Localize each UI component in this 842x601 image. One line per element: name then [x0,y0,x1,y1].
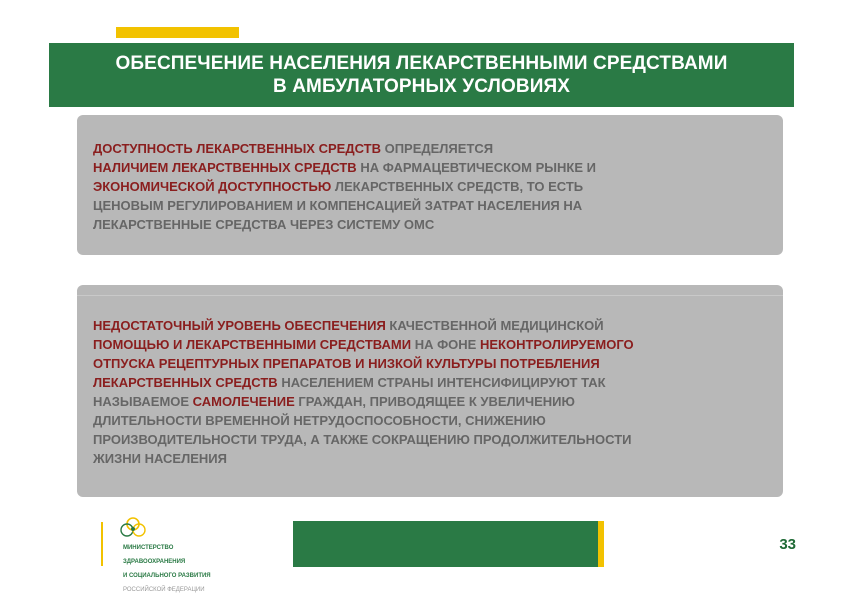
plain-phrase: ГРАЖДАН, ПРИВОДЯЩЕЕ К УВЕЛИЧЕНИЮ [294,394,575,409]
plain-phrase: КАЧЕСТВЕННОЙ МЕДИЦИНСКОЙ [385,318,604,333]
plain-phrase: ДЛИТЕЛЬНОСТИ ВРЕМЕННОЙ НЕТРУДОСПОСОБНОСТИ, СНИЖЕНИЮ [93,413,546,428]
text-line [93,177,773,196]
plain-phrase: ЛЕКАРСТВЕННЫХ СРЕДСТВ, ТО ЕСТЬ [331,179,584,194]
emphasized-phrase: ЭКОНОМИЧЕСКОЙ ДОСТУПНОСТЬЮ [93,179,332,194]
emphasized-phrase: НЕКОНТРОЛИРУЕМОГО [479,337,634,352]
logo-line-4: РОССИЙСКОЙ ФЕДЕРАЦИИ [123,587,205,593]
emphasized-phrase: ОТПУСКА РЕЦЕПТУРНЫХ ПРЕПАРАТОВ И НИЗКОЙ КУЛЬТУРЫ ПОТРЕБЛЕНИЯ [93,356,600,371]
insufficiency-panel [77,285,783,497]
logo-line-3: И СОЦИАЛЬНОГО РАЗВИТИЯ [123,573,211,579]
emphasized-phrase: ПОМОЩЬЮ И ЛЕКАРСТВЕННЫМИ СРЕДСТВАМИ [93,337,412,352]
ministry-emblem-icon [118,517,148,539]
plain-phrase: ОПРЕДЕЛЯЕТСЯ [380,141,494,156]
ministry-logo-text [123,538,263,601]
plain-phrase: НА ФОНЕ [411,337,480,352]
plain-phrase: НАСЕЛЕНИЕМ СТРАНЫ ИНТЕНСИФИЦИРУЮТ ТАК [277,375,606,390]
plain-phrase: ЖИЗНИ НАСЕЛЕНИЯ [93,451,227,466]
accent-bar [116,27,239,38]
emphasized-phrase: САМОЛЕЧЕНИЕ [192,394,295,409]
emphasized-phrase: НАЛИЧИЕМ ЛЕКАРСТВЕННЫХ СРЕДСТВ [93,160,357,175]
footer-yellow-accent [598,521,604,567]
logo-line-2: ЗДРАВООХРАНЕНИЯ [123,559,186,565]
emphasized-phrase: НЕДОСТАТОЧНЫЙ УРОВЕНЬ ОБЕСПЕЧЕНИЯ [93,318,386,333]
text-line [93,215,773,234]
logo-line-1: МИНИСТЕРСТВО [123,545,174,551]
availability-text [93,139,773,234]
text-line [93,449,773,468]
plain-phrase: ПРОИЗВОДИТЕЛЬНОСТИ ТРУДА, А ТАКЖЕ СОКРАЩЕНИЮ ПРОДОЛЖИТЕЛЬНОСТИ [93,432,632,447]
slide-header [49,43,794,107]
availability-panel [77,115,783,255]
title-line-1: ОБЕСПЕЧЕНИЕ НАСЕЛЕНИЯ ЛЕКАРСТВЕННЫМИ СРЕДСТВАМИ [115,53,728,74]
text-line [93,196,773,215]
footer-green-bar [293,521,600,567]
plain-phrase: ЦЕНОВЫМ РЕГУЛИРОВАНИЕМ И КОМПЕНСАЦИЕЙ ЗАТРАТ НАСЕЛЕНИЯ НА [93,198,583,213]
text-line [93,139,773,158]
insufficiency-text [93,316,773,468]
logo-divider [101,522,103,566]
text-line [93,354,773,373]
text-line [93,373,773,392]
text-line [93,411,773,430]
plain-phrase: НА ФАРМАЦЕВТИЧЕСКОМ РЫНКЕ И [356,160,596,175]
text-line [93,335,773,354]
title-line-2: В АМБУЛАТОРНЫХ УСЛОВИЯХ [273,76,570,97]
plain-phrase: ЛЕКАРСТВЕННЫЕ СРЕДСТВА ЧЕРЕЗ СИСТЕМУ ОМС [93,217,435,232]
page-number: 33 [779,536,796,553]
text-line [93,430,773,449]
emphasized-phrase: ЛЕКАРСТВЕННЫХ СРЕДСТВ [93,375,278,390]
plain-phrase: НАЗЫВАЕМОЕ [93,394,193,409]
text-line [93,316,773,335]
text-line [93,392,773,411]
emphasized-phrase: ДОСТУПНОСТЬ ЛЕКАРСТВЕННЫХ СРЕДСТВ [93,141,381,156]
text-line [93,158,773,177]
